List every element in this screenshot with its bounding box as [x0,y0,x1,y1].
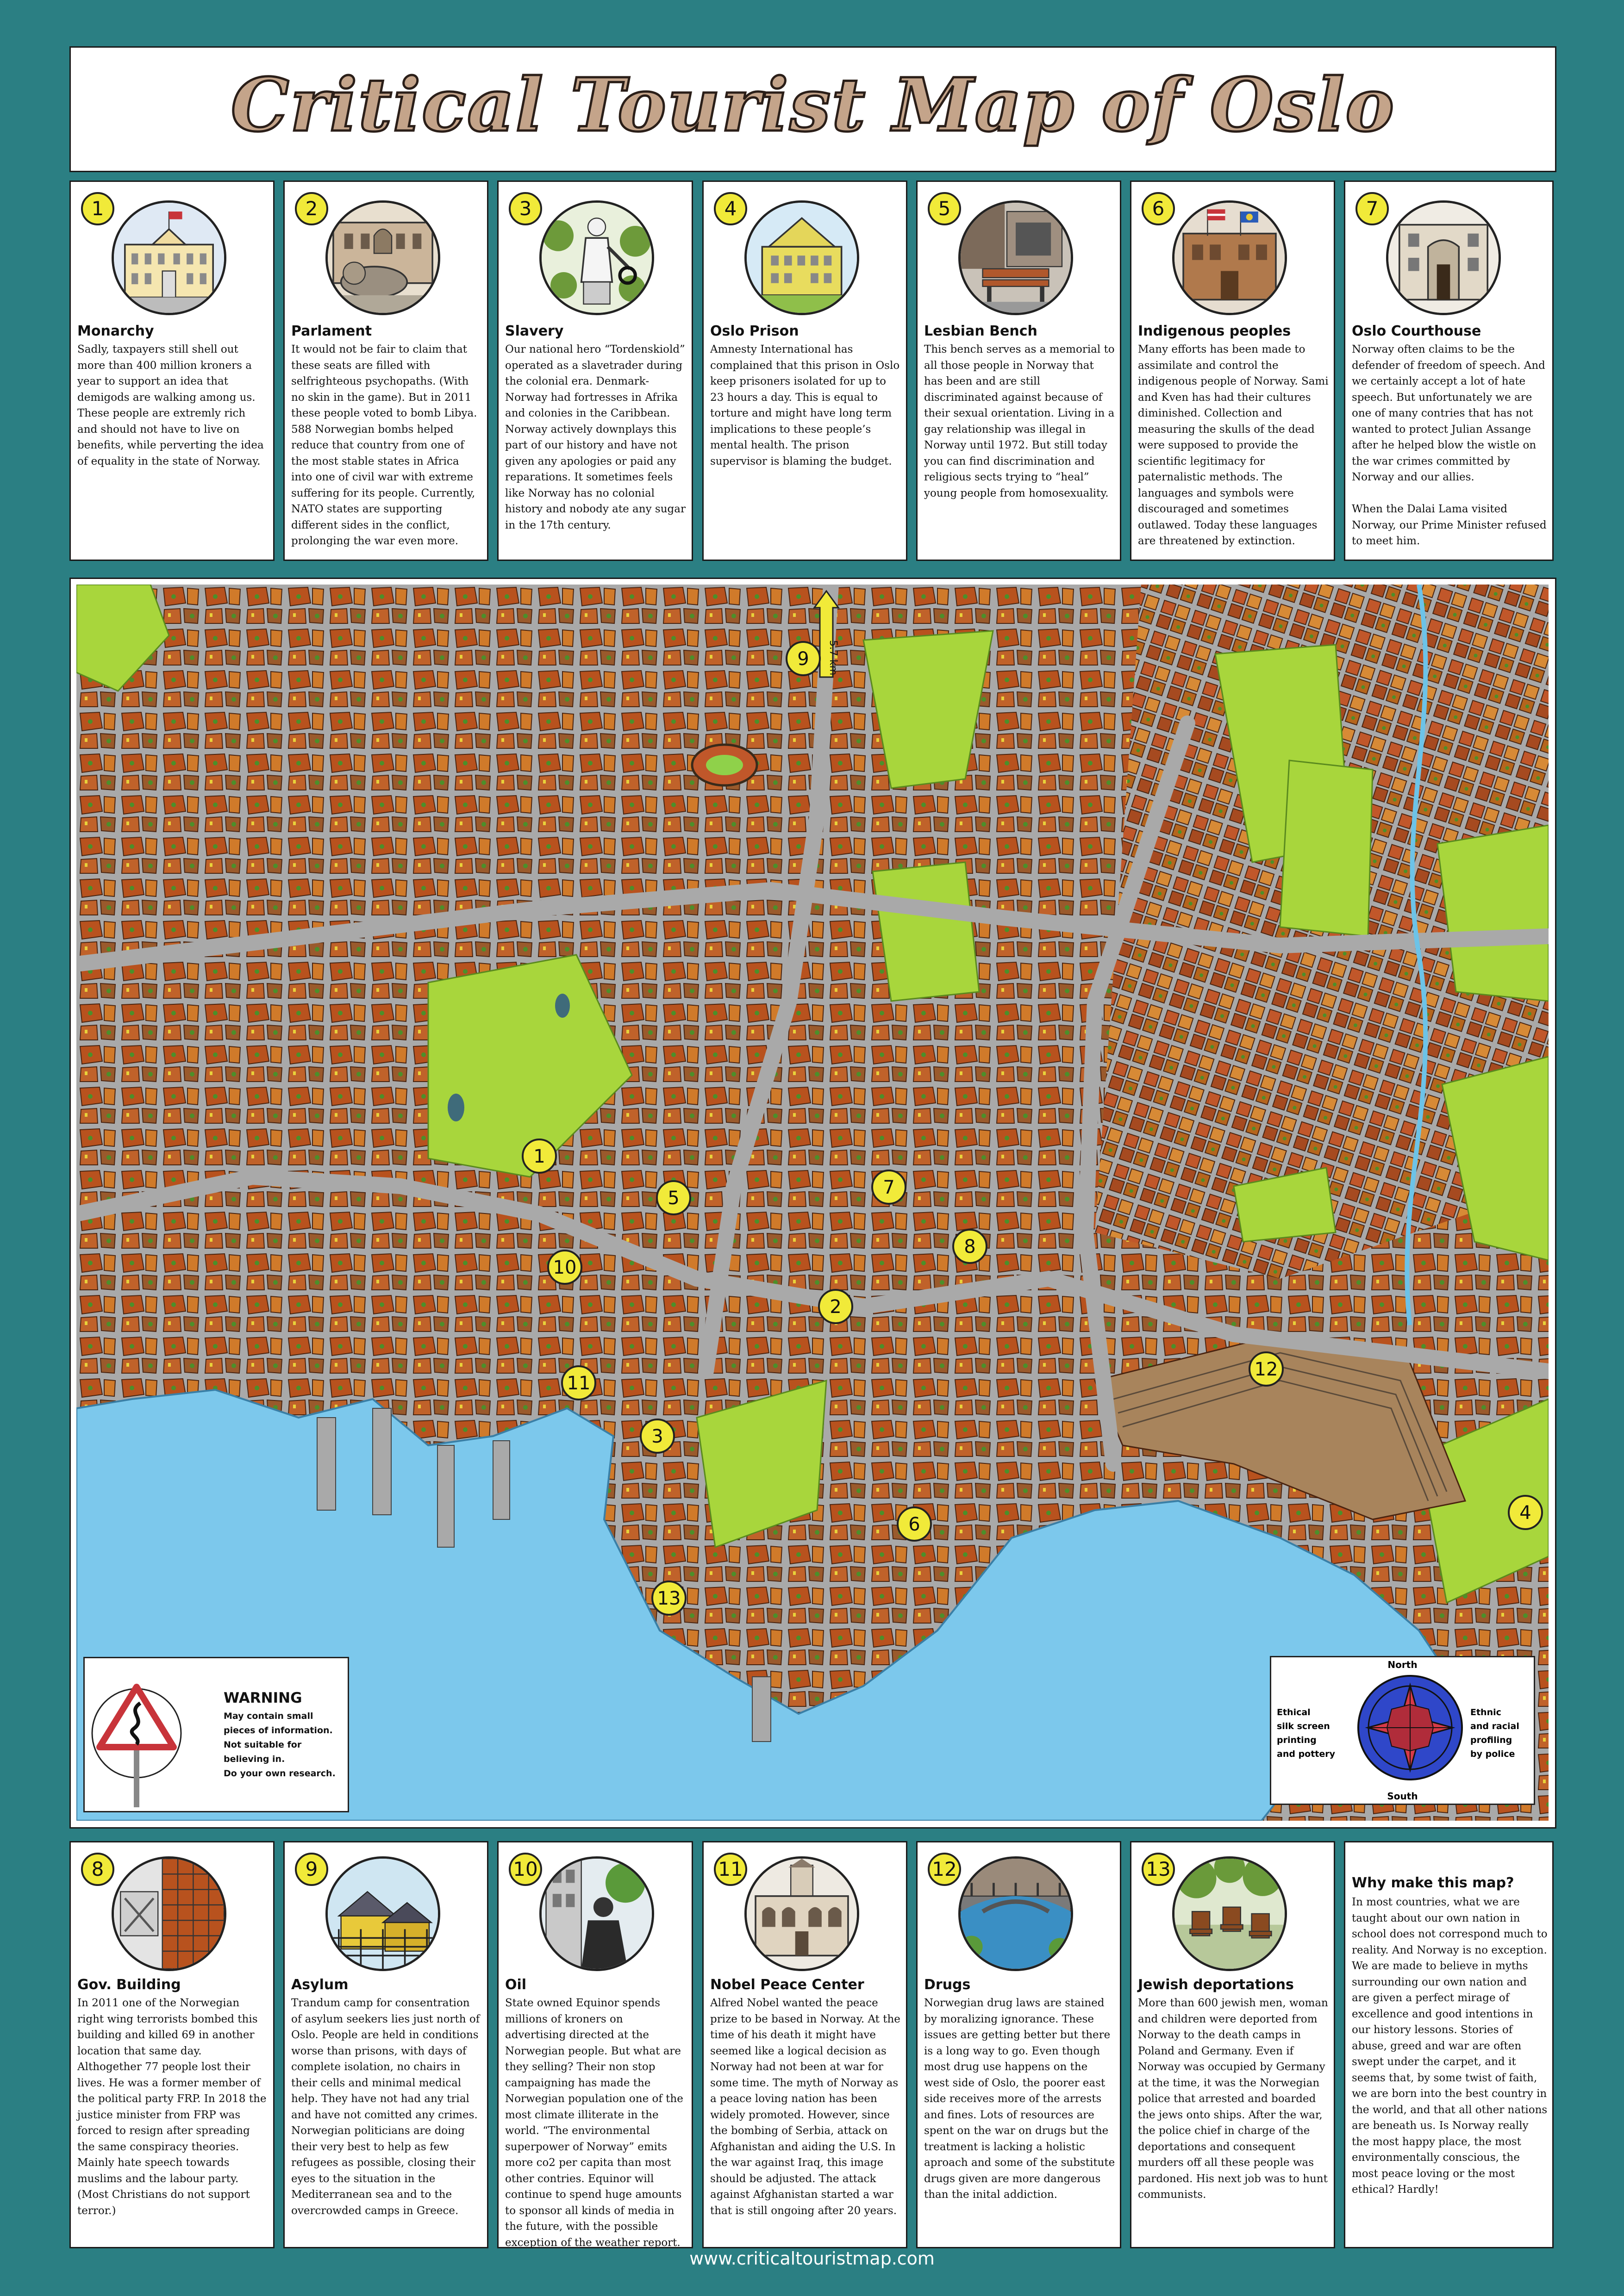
compass-east-line: and racial [1470,1721,1519,1731]
card-number: 7 [1355,192,1389,225]
map-marker-6 [898,1507,931,1541]
flags-building-icon [1172,200,1287,315]
card-text-paragraph: When the Dalai Lama visited Norway, our Prime Minister refused to meet him. [1352,503,1547,547]
card-title: Why make this map? [1352,1875,1514,1891]
warning-sign-icon [90,1668,183,1807]
card-number: 8 [81,1853,114,1886]
map-marker-11 [562,1366,595,1400]
compass-south: South [1387,1791,1418,1802]
map-marker-2 [819,1290,852,1323]
compass-west-line: Ethical [1277,1707,1311,1717]
government-building-icon [112,1856,226,1971]
card-number: 12 [928,1853,961,1886]
website-link[interactable]: www.criticaltouristmap.com [689,2248,935,2269]
map-marker-5 [657,1181,690,1214]
map-marker-10 [548,1251,581,1284]
map-marker-label: 12 [1254,1359,1278,1380]
prison-icon [744,200,859,315]
card-slavery [497,180,693,561]
card-title: Oil [505,1977,527,1993]
card-title: Drugs [924,1977,971,1993]
map-marker-label: 5 [668,1188,680,1209]
card-number: 4 [714,192,747,225]
palace-icon [112,200,226,315]
statue-icon [539,200,654,315]
map-marker-9 [787,642,820,675]
card-text-paragraph: Norway often claims to be the defender of freedom of speech. And we certainly accept a lot of hate speech. But unfortunately we are one of many contries that has not wanted to protect Julian Assange after he helped blow the wistle on the war crimes committed by Norway and our allies. [1352,343,1545,483]
compass-east-line: profiling [1470,1735,1512,1745]
map-marker-4 [1509,1496,1542,1529]
warning-line: pieces of information. [224,1725,333,1736]
card-title: Gov. Building [77,1977,181,1993]
parliament-lion-icon [325,200,440,315]
card-lesbian-bench [916,180,1121,561]
card-monarchy [69,180,275,561]
card-text: Sadly, taxpayers still shell out more than 400 million kroners a year to support an idea that demigods are walking among us. These people are extremly rich and should not have to live on benefits, while perverting the idea of equality in the state of Norway. [77,343,264,467]
page-title: Critical Tourist Map of Oslo [231,62,1395,148]
bridge-icon [958,1856,1073,1971]
map-marker-label: 13 [657,1588,681,1609]
camp-icon [325,1856,440,1971]
courthouse-icon [1386,200,1501,315]
compass-rose-icon [1355,1668,1466,1788]
card-text: This bench serves as a memorial to all those people in Norway that has been and are still discriminated against because of their sexual orientation. Living in a gay relationship was illegal in Norway until 1972. But still today you can find discrimination and religious sects trying to “heal” young people from homosexuality. [924,343,1115,499]
card-text: Norwegian drug laws are stained by moralizing ignorance. These issues are getting better but there is a long way to go. Even though most drug use happens on the west side of Oslo, the poorer east side receives more of the arrests and fines. Lots of resources are spent on the war on drugs but the treatment is lacking a holistic aproach and some of the substitute drugs given are more dangerous than the inital addiction. [924,1997,1115,2201]
card-text: State owned Equinor spends millions of kroners on advertising directed at the Norwegian people. But what are they selling? Their non stop campaigning has made the Norwegian population one of the most climate illiterate in the world. “The environmental superpower of Norway” emits more co2 per capita than most other contries. Equinor will continue to spend huge amounts to sponsor all kinds of media in the future, with the possible exception of the weather report. [505,1997,683,2249]
card-number: 1 [81,192,114,225]
card-number: 2 [295,192,328,225]
card-number: 11 [714,1853,747,1886]
map-marker-8 [953,1230,987,1263]
map-marker-7 [872,1170,906,1204]
warning-line: believing in. [224,1754,285,1764]
compass-east-line: by police [1470,1749,1515,1759]
map-marker-1 [523,1139,556,1173]
bench-icon [958,200,1073,315]
card-oslo-prison [702,180,907,561]
warning-text [224,1709,346,1781]
warning-title: WARNING [224,1690,302,1706]
map-canvas [76,585,1549,1821]
card-number: 5 [928,192,961,225]
city-map [69,578,1556,1829]
card-indigenous-peoples [1130,180,1335,561]
map-marker-label: 3 [651,1426,663,1447]
card-number: 13 [1142,1853,1175,1886]
card-text: It would not be fair to claim that these seats are filled with selfrighteous psychopaths. (With no skin in the game). But in 2011 these people voted to bomb Libya. 588 Norwegian bombs helped reduce that country from one of the most stable states in Africa into one of civil war with extreme suffering for its people. Currently, NATO states are supporting different sides in the conflict, prolonging the war even more. [291,343,477,547]
map-marker-label: 11 [567,1373,591,1394]
card-title: Indigenous peoples [1138,323,1291,339]
chairs-memorial-icon [1172,1856,1287,1971]
title-banner [69,46,1556,172]
compass-rose-box [1270,1656,1535,1805]
card-number: 3 [509,192,542,225]
map-marker-label: 7 [883,1177,895,1198]
map-marker-3 [641,1419,674,1453]
compass-west-line: silk screen [1277,1721,1330,1731]
compass-east-line: Ethnic [1470,1707,1501,1717]
peace-center-icon [744,1856,859,1971]
card-title: Slavery [505,323,564,339]
map-marker-label: 10 [553,1257,577,1278]
card-title: Lesbian Bench [924,323,1037,339]
compass-east-label [1470,1705,1535,1761]
compass-north: North [1387,1659,1418,1670]
card-text: Many efforts has been made to assimilate and control the indigenous people of Norway. Sami and Kven has had their cultures diminished. Collection and measuring the skulls of the dead were supposed to provide the scientific legitimacy for paternalistic methods. The languages and symbols were discouraged and sometimes outlawed. Today these languages are threatened by extinction. [1138,343,1329,547]
warning-line: May contain small [224,1711,313,1721]
card-jewish-deportations [1130,1841,1335,2248]
compass-west-line: and pottery [1277,1749,1336,1759]
card-text: Trandum camp for consentration of asylum seekers lies just north of Oslo. People are held in conditions worse than prisons, with days of complete isolation, no chairs in their cells and minimal medical help. They have not had any trial and have not comitted any crimes. Norwegian politicians are doing their very best to help as few refugees as possible, closing their eyes to the situation in the Mediterranean sea and to the overcrowded camps in Greece. [291,1997,480,2217]
card-why-make-this-map [1344,1841,1554,2248]
map-marker-label: 9 [797,648,809,670]
stadium-pitch [706,755,743,775]
card-number: 6 [1142,192,1175,225]
compass-west-label [1277,1705,1351,1761]
card-title: Monarchy [77,323,154,339]
card-text: Alfred Nobel wanted the peace prize to be based in Norway. At the time of his death it might have seemed like a logical decision as Norway had not been at war for some time. The myth of Norway as a peace loving nation has been widely promoted. However, since the bombing of Serbia, attack on Afghanistan and aiding the U.S. In the war against Iraq, this image should be adjusted. The attack against Afghanistan started a war that is still ongoing after 20 years. [710,1997,900,2217]
card-asylum [283,1841,488,2248]
map-marker-label: 1 [533,1146,545,1167]
card-drugs [916,1841,1121,2248]
card-text: More than 600 jewish men, woman and children were deported from Norway to the death camps in Poland and Germany. Even if Norway was occupied by Germany at the time, it was the Norwegian police that arrested and boarded the jews onto ships. After the war, the police chief in charge of the deportations and consequent murders off all these people was pardoned. His next job was to hunt communists. [1138,1997,1328,2201]
distance-label: 5.7 km [827,640,839,676]
warning-line: Do your own research. [224,1768,336,1779]
card-title: Oslo Courthouse [1352,323,1481,339]
card-gov-building [69,1841,275,2248]
card-text: In most countries, what we are taught about our own nation in school does not correspond much to reality. And Norway is no exception. We are made to believe in myths surrounding our own nation and are given a perfect mirage of excellence and good intentions in our history lessons. Stories of abuse, greed and war are often swept under the carpet, and it seems that, by some twist of faith, we are born into the best country in the world, and that all other nations are beneath us. Is Norway really the most happy place, the most environmentally conscious, the most peace loving or the most ethical? Hardly! [1352,1896,1548,2196]
oil-statue-icon [539,1856,654,1971]
map-marker-13 [652,1581,686,1615]
map-marker-label: 4 [1519,1502,1531,1524]
card-oslo-courthouse [1344,180,1554,561]
card-text: Our national hero “Tordenskiold” operated as a slavetrader during the colonial era. Denmark-Norway had fortresses in Afrika and colonies in the Caribbean. Norway actively downplays this part of our history and have not given any apologies or paid any reparations. It sometimes feels like Norway has no colonial history and nobody ate any sugar in the 17th century. [505,343,686,531]
card-number: 9 [295,1853,328,1886]
card-number: 10 [509,1853,542,1886]
card-title: Nobel Peace Center [710,1977,864,1993]
map-marker-label: 2 [830,1296,842,1318]
card-title: Parlament [291,323,372,339]
map-marker-12 [1249,1352,1283,1386]
card-title: Jewish deportations [1138,1977,1294,1993]
card-text: In 2011 one of the Norwegian right wing terrorists bombed this building and killed 69 in another location that same day. Althogether 77 people lost their lives. He was a former member of the political party FRP. In 2018 the justice minister from FRP was forced to resign after spreading the same conspiracy theories. Mainly hate speech towards muslims and the labour party. (Most Christians do not support terror.) [77,1997,267,2217]
compass-west-line: printing [1277,1735,1317,1745]
card-text [1352,342,1548,549]
map-marker-label: 6 [908,1514,920,1535]
card-oil [497,1841,693,2248]
card-parlament [283,180,488,561]
warning-box [83,1657,349,1812]
card-text: Amnesty International has complained that this prison in Oslo keep prisoners isolated for up to 23 hours a day. This is equal to torture and might have long term implications to these people’s mental health. The prison supervisor is blaming the budget. [710,343,900,467]
card-title: Asylum [291,1977,349,1993]
card-title: Oslo Prison [710,323,799,339]
card-nobel-peace-center [702,1841,907,2248]
warning-line: Not suitable for [224,1740,302,1750]
map-marker-label: 8 [964,1236,976,1257]
